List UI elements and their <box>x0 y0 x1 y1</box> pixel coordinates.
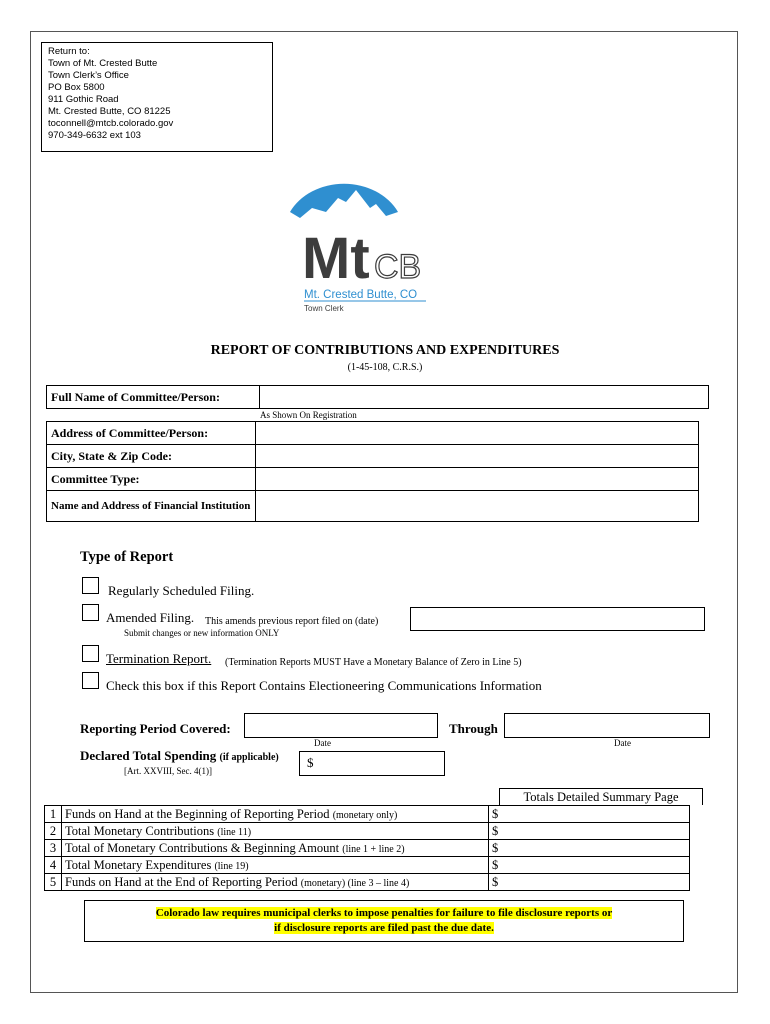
row-number: 2 <box>45 823 62 840</box>
row-description <box>62 823 489 840</box>
row-description <box>62 857 489 874</box>
spending-field[interactable] <box>299 751 445 776</box>
electioneering-checkbox[interactable] <box>82 672 99 689</box>
summary-header: Totals Detailed Summary Page <box>499 788 703 805</box>
period-end-field[interactable] <box>504 713 710 738</box>
mtcb-logo <box>286 160 446 315</box>
penalty-notice <box>84 900 684 942</box>
return-phone: 970-349-6632 ext 103 <box>48 130 141 141</box>
amended-note: This amends previous report filed on (date) <box>205 616 379 627</box>
electioneering-label: Check this box if this Report Contains Electioneering Communications Information <box>106 678 542 693</box>
report-type-heading: Type of Report <box>80 549 174 565</box>
through-label: Through <box>449 721 498 736</box>
amended-filing-label: Amended Filing. <box>106 610 195 625</box>
row-amount-field[interactable]: $ <box>489 806 690 823</box>
amended-date-field[interactable] <box>410 607 705 631</box>
row-number: 3 <box>45 840 62 857</box>
summary-row <box>45 806 690 823</box>
row-amount-field[interactable]: $ <box>489 823 690 840</box>
return-line: Town of Mt. Crested Butte <box>48 58 158 69</box>
return-line: Mt. Crested Butte, CO 81225 <box>48 106 171 117</box>
city-field[interactable] <box>256 445 699 468</box>
committee-type-field[interactable] <box>256 468 699 491</box>
row-desc-text: Funds on Hand at the End of Reporting Period <box>65 874 298 889</box>
bank-label: Name and Address of Financial Institution <box>47 491 256 522</box>
period-start-field[interactable] <box>244 713 438 738</box>
summary-row <box>45 874 690 891</box>
summary-row <box>45 857 690 874</box>
row-note: (monetary only) <box>332 809 398 821</box>
summary-row <box>45 840 690 857</box>
address-label: Address of Committee/Person: <box>47 422 256 445</box>
row-desc-text: Total of Monetary Contributions & Beginning Amount <box>65 840 340 855</box>
row-number: 5 <box>45 874 62 891</box>
return-line: 911 Gothic Road <box>48 94 119 105</box>
spending-label <box>80 748 279 764</box>
logo-cb: CB <box>374 248 422 286</box>
row-amount-field[interactable]: $ <box>489 874 690 891</box>
row-desc-text: Total Monetary Contributions <box>65 823 215 838</box>
full-name-table <box>46 385 709 409</box>
page-subtitle: (1-45-108, C.R.S.) <box>347 362 423 373</box>
row-note: (monetary) (line 3 – line 4) <box>300 877 410 889</box>
row-note: (line 11) <box>217 826 252 838</box>
return-line: PO Box 5800 <box>48 82 105 93</box>
notice-line2: if disclosure reports are filed past the due date. <box>274 922 494 934</box>
logo-town: Mt. Crested Butte, CO <box>304 289 418 301</box>
start-date-caption: Date <box>314 738 331 748</box>
address-table <box>46 421 699 522</box>
row-description <box>62 806 489 823</box>
return-address-box <box>41 42 273 152</box>
row-amount-field[interactable]: $ <box>489 857 690 874</box>
row-desc-text: Funds on Hand at the Beginning of Reporting Period <box>65 806 330 821</box>
logo-dept: Town Clerk <box>304 304 344 313</box>
row-note: (line 1 + line 2) <box>342 843 405 855</box>
spending-dollar: $ <box>307 755 314 770</box>
amended-note-wrap <box>205 612 378 628</box>
mountain-sun-icon <box>290 184 398 218</box>
summary-row <box>45 823 690 840</box>
return-line: Return to: <box>48 46 90 57</box>
row-note: (line 19) <box>214 860 249 872</box>
page-title: REPORT OF CONTRIBUTIONS AND EXPENDITURES <box>210 343 560 358</box>
termination-note-wrap <box>225 653 522 669</box>
amended-filing-checkbox[interactable] <box>82 604 99 621</box>
bank-field[interactable] <box>256 491 699 522</box>
row-number: 1 <box>45 806 62 823</box>
regular-filing-checkbox[interactable] <box>82 577 99 594</box>
committee-type-label: Committee Type: <box>47 468 256 491</box>
address-field[interactable] <box>256 422 699 445</box>
row-amount-field[interactable]: $ <box>489 840 690 857</box>
spending-ref: [Art. XXVIII, Sec. 4(1)] <box>124 766 212 776</box>
termination-note: (Termination Reports MUST Have a Monetary Balance of Zero in Line 5) <box>225 657 522 668</box>
city-label: City, State & Zip Code: <box>47 445 256 468</box>
row-description <box>62 874 489 891</box>
full-name-label: Full Name of Committee/Person: <box>47 386 260 409</box>
summary-table <box>44 805 690 891</box>
spending-title: Declared Total Spending <box>80 748 217 763</box>
registration-note: As Shown On Registration <box>260 410 357 420</box>
full-name-field[interactable] <box>260 386 709 409</box>
spending-note: (if applicable) <box>219 752 279 763</box>
row-desc-text: Total Monetary Expenditures <box>65 857 212 872</box>
logo-mt: Mt <box>302 226 370 291</box>
termination-checkbox[interactable] <box>82 645 99 662</box>
amended-sub-note: Submit changes or new information ONLY <box>124 628 280 638</box>
row-number: 4 <box>45 857 62 874</box>
notice-line1: Colorado law requires municipal clerks to impose penalties for failure to file disclosure reports or <box>155 907 613 919</box>
return-line: Town Clerk’s Office <box>48 70 129 81</box>
regular-filing-label: Regularly Scheduled Filing. <box>108 583 255 598</box>
termination-label: Termination Report. <box>106 651 212 666</box>
end-date-caption: Date <box>614 738 631 748</box>
period-label: Reporting Period Covered: <box>80 721 231 736</box>
row-description <box>62 840 489 857</box>
return-email: toconnell@mtcb.colorado.gov <box>48 118 174 129</box>
